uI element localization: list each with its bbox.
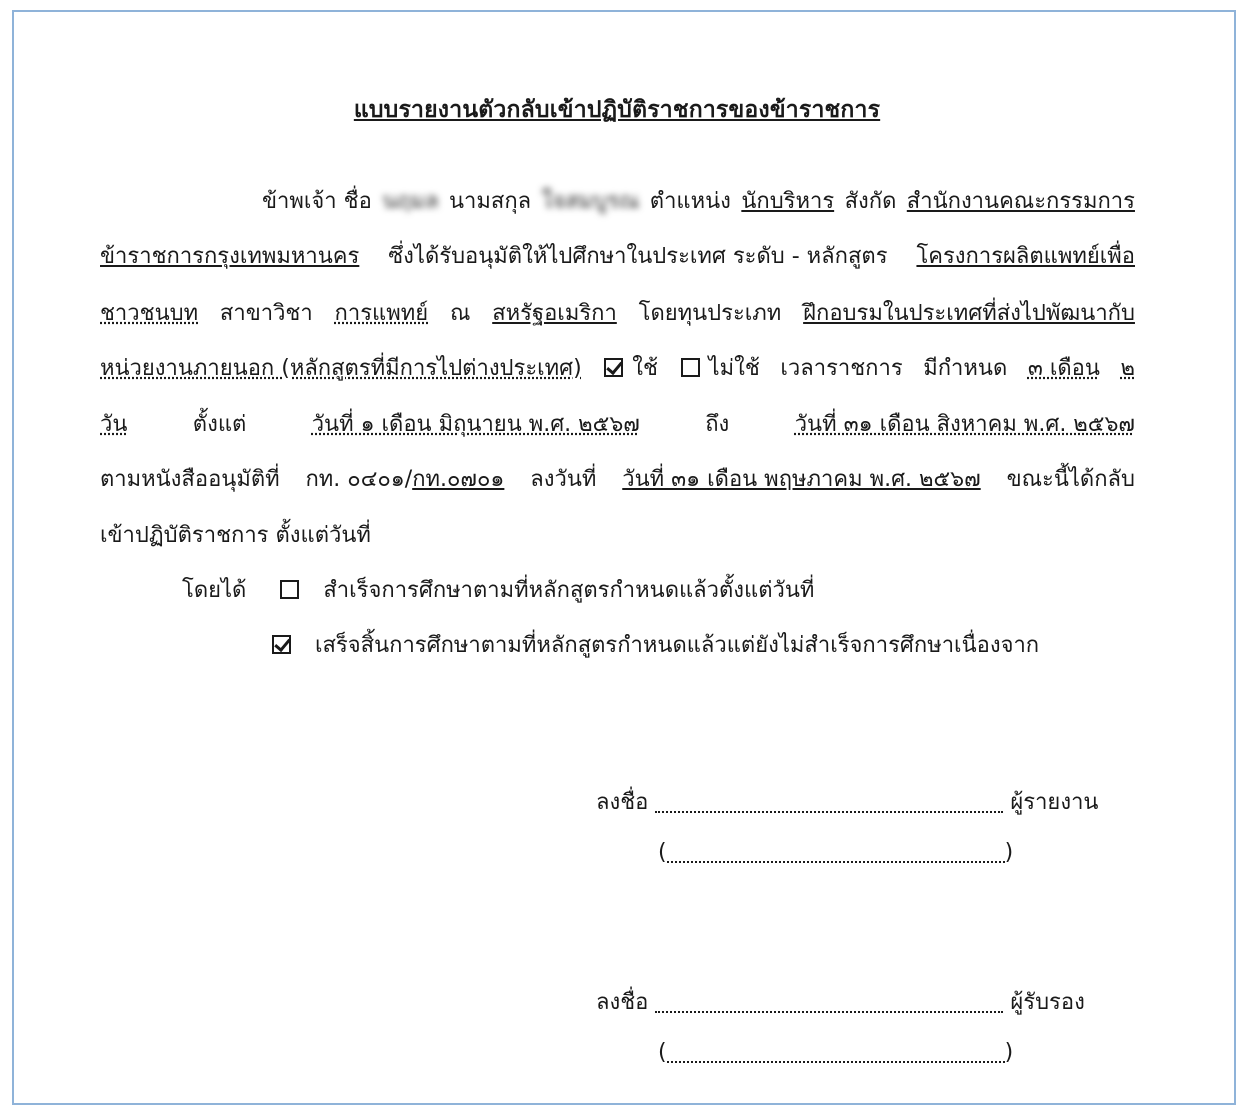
- course-value-1: โครงการผลิตแพทย์เพื่อ: [916, 244, 1135, 269]
- position-value: นักบริหาร: [741, 189, 835, 214]
- label-duration: มีกำหนด: [923, 356, 1008, 381]
- days-value: ๒: [1120, 356, 1135, 381]
- label-to: ถึง: [705, 412, 730, 437]
- label-major: สาขาวิชา: [219, 301, 313, 326]
- reporter-printed-name-field[interactable]: [667, 841, 1005, 863]
- options-row-1: [182, 574, 814, 608]
- reporter-signature-line: [596, 786, 1098, 820]
- not-use-checkbox[interactable]: [681, 358, 700, 377]
- affiliation-value-2: ข้าราชการกรุงเทพมหานคร: [100, 244, 360, 269]
- return-date-text: เข้าปฏิบัติราชการ ตั้งแต่วันที่: [100, 523, 371, 548]
- reporter-sign-label: ลงชื่อ: [596, 790, 649, 815]
- label-position: ตำแหน่ง: [649, 189, 731, 214]
- paragraph-line-1: [262, 185, 1135, 219]
- use-label: ใช้: [632, 356, 658, 381]
- letter-no-value: กท.๐๗๐๑: [412, 467, 505, 492]
- options-lead-label: โดยได้: [182, 578, 247, 603]
- label-surname: นามสกุล: [449, 189, 532, 214]
- finished-not-graduated-label: เสร็จสิ้นการศึกษาตามที่หลักสูตรกำหนดแล้วแต่ยังไม่สำเร็จการศึกษาเนื่องจาก: [315, 633, 1040, 658]
- fund-value-2: หน่วยงานภายนอก (หลักสูตรที่มีการไปต่างประเทศ): [100, 356, 582, 381]
- paren-close: ): [1004, 1040, 1014, 1065]
- label-at: ณ: [449, 301, 471, 326]
- course-value-2: ชาวชนบท: [100, 301, 199, 326]
- paragraph-line-2: [100, 240, 1135, 274]
- label-letter: ตามหนังสืออนุมัติที่: [100, 467, 280, 492]
- letter-date-value: วันที่ ๓๑ เดือน พฤษภาคม พ.ศ. ๒๕๖๗: [622, 467, 981, 492]
- use-option: [602, 352, 658, 386]
- approved-text: ซึ่งได้รับอนุมัติให้ไปศึกษาในประเทศ ระดับ - หลักสูตร: [388, 244, 888, 269]
- finished-not-graduated-checkbox[interactable]: [272, 635, 291, 654]
- certifier-signature-line: [596, 986, 1085, 1020]
- major-value: การแพทย์: [334, 301, 429, 326]
- letter-prefix: กท. ๐๔๐๑/: [305, 467, 413, 492]
- label-now-returned: ขณะนี้ได้กลับ: [1006, 467, 1135, 492]
- fund-value-1: ฝึกอบรมในประเทศที่ส่งไปพัฒนากับ: [803, 301, 1135, 326]
- from-date-value: วันที่ ๑ เดือน มิถุนายน พ.ศ. ๒๕๖๗: [311, 412, 640, 437]
- certifier-signature-field[interactable]: [655, 991, 1003, 1013]
- paragraph-line-5: [100, 408, 1135, 442]
- months-value: ๓ เดือน: [1027, 356, 1100, 381]
- surname-redacted: ใจสมบูรณ: [541, 189, 640, 214]
- letter-number: [305, 463, 504, 497]
- days-unit: วัน: [100, 412, 128, 437]
- certifier-sign-label: ลงชื่อ: [596, 990, 649, 1015]
- paren-close: ): [1004, 840, 1014, 865]
- paragraph-line-4: [100, 352, 1135, 386]
- certifier-printed-name-line: [658, 1036, 1013, 1070]
- reporter-signature-field[interactable]: [655, 791, 1003, 813]
- use-checkbox[interactable]: [604, 358, 623, 377]
- name-redacted: นฤมล: [382, 189, 439, 214]
- label-affiliation: สังกัด: [844, 189, 897, 214]
- reporter-printed-name-line: [658, 836, 1013, 870]
- official-time-label: เวลาราชการ: [780, 356, 903, 381]
- reporter-role-label: ผู้รายงาน: [1010, 790, 1099, 815]
- certifier-printed-name-field[interactable]: [667, 1041, 1005, 1063]
- label-fund: โดยทุนประเภท: [638, 301, 782, 326]
- paren-open: (: [658, 840, 667, 865]
- label-from: ตั้งแต่: [192, 412, 247, 437]
- form-title: แบบรายงานตัวกลับเข้าปฏิบัติราชการของข้าราชการ: [353, 97, 881, 123]
- not-use-label: ไม่ใช้: [708, 356, 760, 381]
- affiliation-value-1: สำนักงานคณะกรรมการ: [906, 189, 1135, 214]
- paragraph-line-3: [100, 297, 1135, 331]
- to-date-value: วันที่ ๓๑ เดือน สิงหาคม พ.ศ. ๒๕๖๗: [794, 412, 1135, 437]
- label-name: ข้าพเจ้า ชื่อ: [262, 189, 372, 214]
- options-row-2: [270, 629, 1039, 663]
- completed-study-label: สำเร็จการศึกษาตามที่หลักสูตรกำหนดแล้วตั้งแต่วันที่: [323, 578, 815, 603]
- paren-open: (: [658, 1040, 667, 1065]
- not-use-option: [679, 352, 760, 386]
- certifier-role-label: ผู้รับรอง: [1010, 990, 1085, 1015]
- place-value: สหรัฐอเมริกา: [492, 301, 617, 326]
- label-dated: ลงวันที่: [530, 467, 597, 492]
- completed-study-checkbox[interactable]: [280, 580, 299, 599]
- paragraph-line-6: [100, 463, 1135, 497]
- document-frame: [12, 10, 1236, 1105]
- paragraph-line-7: [100, 519, 1135, 553]
